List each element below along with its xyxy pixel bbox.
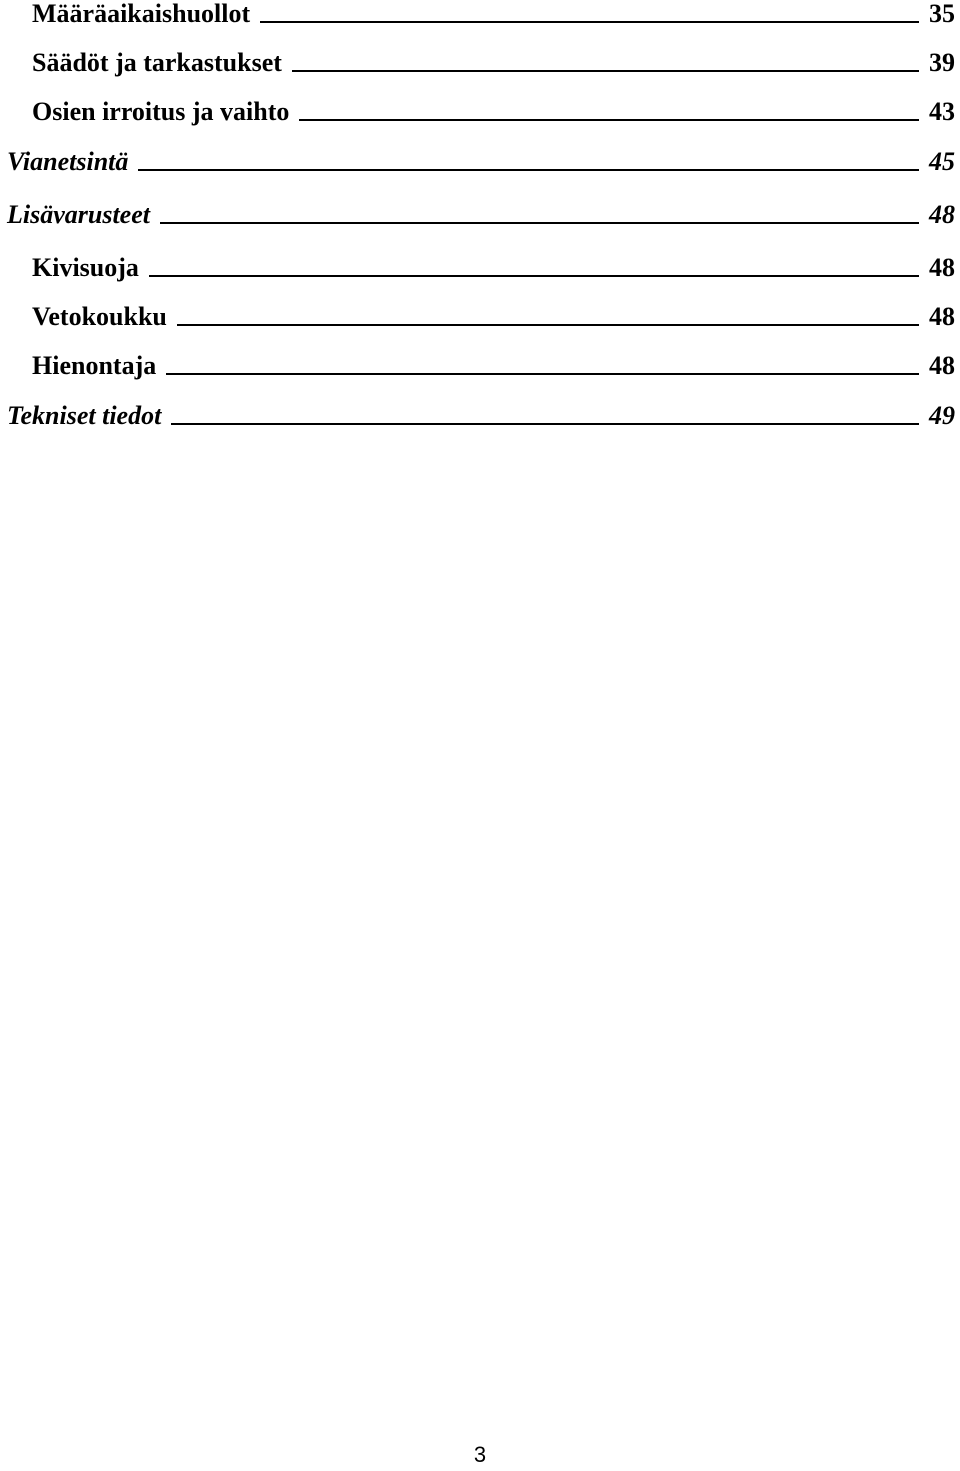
- toc-entry-page: 48: [929, 351, 955, 380]
- toc-entry-title: Osien irroitus ja vaihto: [32, 97, 290, 126]
- toc-leader-line: [160, 222, 919, 224]
- toc-entry-page: 39: [929, 48, 955, 77]
- toc-leader-line: [299, 119, 919, 121]
- toc-entry-vetokoukku[interactable]: [0, 302, 955, 342]
- toc-leader-line: [138, 169, 919, 171]
- toc-entry-title: Määräaikaishuollot: [32, 0, 251, 28]
- toc-entry-title: Vianetsintä: [7, 147, 129, 176]
- toc-entry-saadot-ja-tarkastukset[interactable]: [0, 48, 955, 88]
- toc-leader-line: [177, 324, 919, 326]
- toc-entry-title: Säädöt ja tarkastukset: [32, 48, 282, 77]
- toc-entry-osien-irroitus-ja-vaihto[interactable]: [0, 97, 955, 137]
- toc-entry-title: Vetokoukku: [32, 302, 167, 331]
- toc-entry-page: 48: [929, 253, 955, 282]
- toc-entry-title: Tekniset tiedot: [7, 401, 162, 430]
- page-number: 3: [473, 1442, 487, 1467]
- toc-leader-line: [149, 275, 919, 277]
- toc-entry-kivisuoja[interactable]: [0, 253, 955, 293]
- toc-leader-line: [166, 373, 919, 375]
- toc-leader-line: [171, 423, 919, 425]
- toc-entry-page: 43: [929, 97, 955, 126]
- toc-entry-vianetsinta[interactable]: [0, 147, 955, 187]
- toc-entry-page: 35: [929, 0, 955, 28]
- toc-entry-tekniset-tiedot[interactable]: [0, 401, 955, 441]
- toc-entry-maaraaikaishuollot[interactable]: [0, 0, 955, 39]
- toc-entry-page: 45: [929, 147, 955, 176]
- toc-entry-title: Kivisuoja: [32, 253, 139, 282]
- toc-entry-lisavarusteet[interactable]: [0, 200, 955, 240]
- toc-entry-hienontaja[interactable]: [0, 351, 955, 391]
- toc-entry-page: 48: [929, 200, 955, 229]
- toc-entry-title: Hienontaja: [32, 351, 157, 380]
- toc-entry-page: 48: [929, 302, 955, 331]
- toc-entry-page: 49: [929, 401, 955, 430]
- toc-entry-title: Lisävarusteet: [7, 200, 150, 229]
- toc-leader-line: [260, 21, 919, 23]
- toc-leader-line: [292, 70, 919, 72]
